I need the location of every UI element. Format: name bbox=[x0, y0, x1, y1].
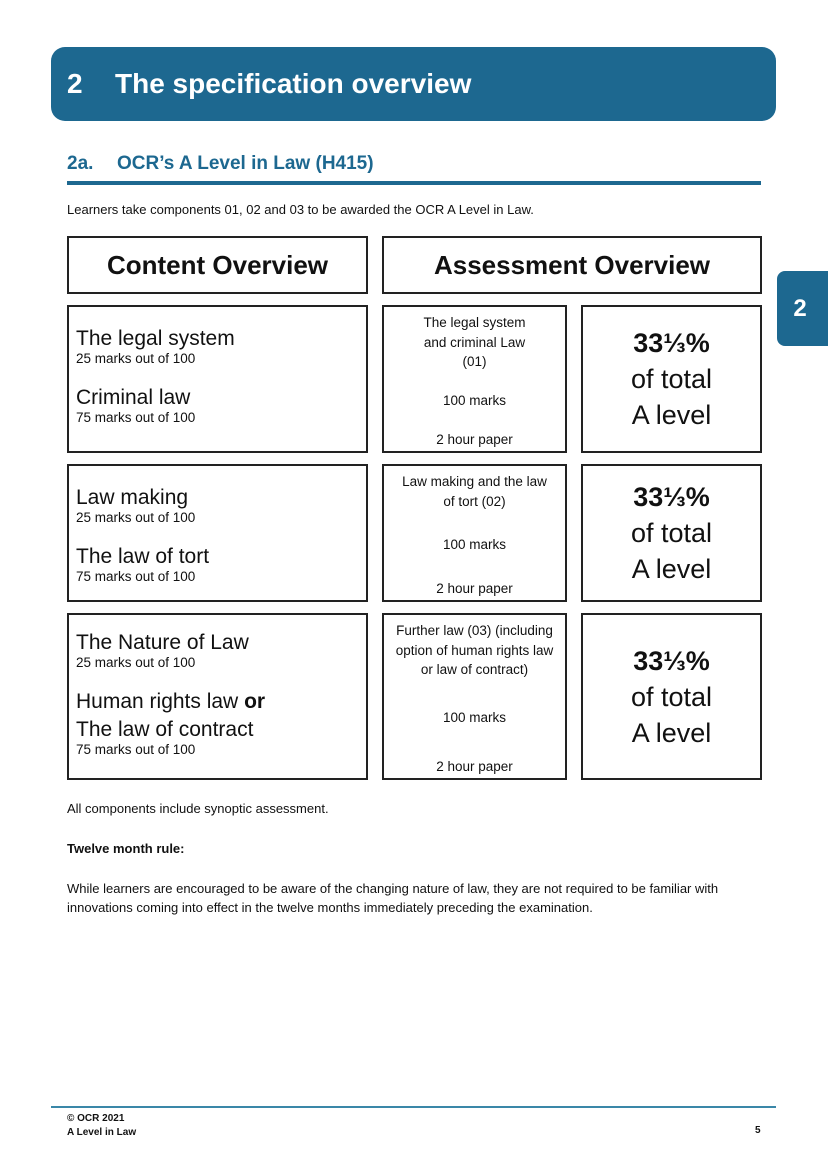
topic-marks: 25 marks out of 100 bbox=[76, 351, 196, 366]
weight-percent: 33⅓% bbox=[633, 328, 710, 358]
topic-marks: 75 marks out of 100 bbox=[76, 410, 196, 425]
topic-title: Criminal law bbox=[76, 386, 191, 409]
component-cell bbox=[382, 613, 567, 780]
weight-label: of total bbox=[630, 364, 713, 394]
component-marks: 100 marks bbox=[442, 710, 507, 726]
topic-marks: 75 marks out of 100 bbox=[76, 742, 196, 757]
weighting-cell bbox=[581, 464, 762, 602]
content-overview-header: Content Overview bbox=[67, 236, 368, 294]
intro-text: Learners take components 01, 02 and 03 to be awarded the OCR A Level in Law. bbox=[67, 202, 534, 217]
chapter-number: 2 bbox=[67, 68, 83, 99]
component-duration: 2 hour paper bbox=[436, 431, 513, 447]
component-duration: 2 hour paper bbox=[436, 758, 513, 774]
topic-marks: 25 marks out of 100 bbox=[76, 510, 196, 525]
component-duration: 2 hour paper bbox=[436, 580, 513, 596]
component-marks: 100 marks bbox=[442, 537, 507, 552]
rule-heading: Twelve month rule: bbox=[67, 841, 185, 856]
topic-title: Law making bbox=[76, 486, 189, 509]
section-number: 2a. bbox=[67, 153, 94, 174]
topic-title: The law of tort bbox=[76, 545, 210, 568]
component-name: The legal system and criminal Law (01) bbox=[423, 315, 526, 369]
topic-or: or bbox=[244, 690, 266, 713]
component-name: Law making and the law of tort (02) bbox=[402, 474, 547, 509]
section-title: OCR’s A Level in Law (H415) bbox=[117, 153, 374, 174]
content-cell bbox=[67, 464, 368, 602]
topic-marks: 25 marks out of 100 bbox=[76, 655, 196, 670]
footer-rule bbox=[51, 1106, 776, 1108]
synoptic-note: All components include synoptic assessment. bbox=[67, 801, 329, 816]
chapter-title: The specification overview bbox=[115, 68, 472, 99]
section-heading bbox=[67, 153, 374, 175]
chapter-side-tab: 2 bbox=[777, 271, 828, 346]
weight-label: of total bbox=[630, 681, 713, 712]
weighting-cell bbox=[581, 305, 762, 453]
rule-text: While learners are encouraged to be aware of the changing nature of law, they are not required to be familiar with innovations coming into effect in the twelve months immediately preceding the examination. bbox=[67, 881, 719, 915]
topic-marks: 75 marks out of 100 bbox=[76, 569, 196, 584]
weighting-cell bbox=[581, 613, 762, 780]
weight-percent: 33⅓% bbox=[633, 482, 710, 512]
component-marks: 100 marks bbox=[442, 392, 507, 408]
weight-label: A level bbox=[631, 717, 712, 748]
page-number: 5 bbox=[755, 1125, 761, 1136]
topic-title bbox=[76, 690, 366, 714]
topic-title: The law of contract bbox=[76, 718, 254, 741]
component-name: Further law (03) (including option of human rights law or law of contract) bbox=[395, 623, 554, 677]
component-cell bbox=[382, 464, 567, 602]
topic-title: The legal system bbox=[76, 327, 235, 350]
section-rule bbox=[67, 181, 761, 185]
topic-title: The Nature of Law bbox=[76, 631, 249, 654]
footer-doc-title: A Level in Law bbox=[67, 1127, 137, 1138]
footer-copyright: © OCR 2021 bbox=[67, 1113, 125, 1124]
weight-label: A level bbox=[631, 400, 712, 430]
weight-label: of total bbox=[630, 518, 713, 548]
content-cell bbox=[67, 305, 368, 453]
content-cell bbox=[67, 613, 368, 780]
assessment-overview-header: Assessment Overview bbox=[382, 236, 762, 294]
weight-label: A level bbox=[631, 554, 712, 584]
topic-title-part: Human rights law bbox=[76, 690, 245, 713]
chapter-banner bbox=[51, 47, 776, 121]
component-cell bbox=[382, 305, 567, 453]
weight-percent: 33⅓% bbox=[633, 645, 710, 676]
